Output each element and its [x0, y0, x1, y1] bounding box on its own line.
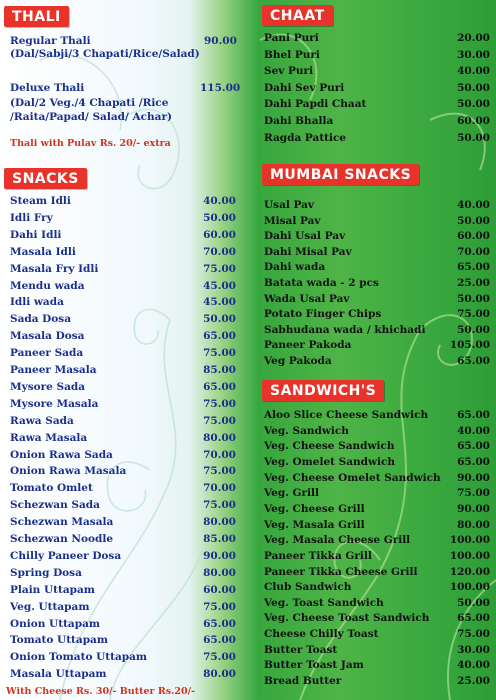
item-price: 80.00: [457, 518, 490, 531]
item-price: 50.00: [457, 214, 490, 227]
snack-menu-row: [10, 650, 236, 664]
snack-menu-row: [10, 295, 236, 309]
item-price: 80.00: [203, 566, 236, 579]
snack-menu-row: [10, 245, 236, 259]
snack-menu-row: [10, 211, 236, 225]
item-name: Schezwan Masala: [10, 516, 114, 529]
item-price: 75.00: [457, 308, 490, 321]
snack-menu-row: [10, 515, 236, 529]
item-price: 105.00: [449, 339, 490, 352]
sandwich-menu-row: [264, 627, 490, 641]
item-name: Veg. Masala Cheese Grill: [264, 534, 411, 547]
mumbai-snack-menu-row: [264, 229, 490, 243]
item-name: Veg. Masala Grill: [264, 518, 365, 531]
item-name: Paneer Sada: [10, 347, 84, 360]
chaat-menu-row: [264, 31, 490, 45]
item-name: Idli Fry: [10, 211, 53, 224]
chaat-menu-row: [264, 81, 490, 95]
item-name: Schezwan Noodle: [10, 533, 114, 545]
item-price: 65.00: [457, 409, 490, 421]
item-price: 65.00: [457, 455, 490, 468]
item-name: Sabhudana wada / khichadi: [264, 323, 426, 336]
snack-menu-row: [10, 667, 236, 681]
item-name: Dahi Papdi Chaat: [264, 98, 367, 111]
snack-menu-row: [10, 532, 236, 546]
item-price: 100.00: [449, 581, 490, 594]
item-price: 70.00: [203, 482, 236, 495]
thali-header: THALI: [4, 6, 69, 27]
item-name: Idli wada: [10, 296, 64, 309]
deluxe-thali-name: Deluxe Thali: [10, 82, 85, 94]
item-price: 65.00: [457, 440, 490, 453]
snack-menu-row: [10, 279, 236, 293]
item-name: Potato Finger Chips: [264, 308, 382, 321]
regular-thali-price: 90.00: [204, 35, 237, 47]
snack-menu-row: [10, 481, 236, 495]
item-price: 75.00: [203, 262, 236, 275]
item-price: 75.00: [203, 600, 236, 613]
item-price: 75.00: [203, 651, 236, 664]
mumbai-snack-menu-row: [264, 260, 490, 274]
deluxe-thali-price: 115.00: [200, 82, 241, 94]
sandwich-menu-row: [264, 674, 490, 688]
item-price: 70.00: [203, 245, 236, 258]
item-price: 70.00: [457, 245, 490, 258]
item-name: Steam Idli: [10, 195, 71, 207]
sandwich-menu-row: [264, 455, 490, 469]
item-name: Bhel Puri: [264, 48, 320, 61]
sandwich-menu-row: [264, 549, 490, 563]
item-name: Cheese Chilly Toast: [264, 628, 379, 641]
item-price: 60.00: [203, 583, 236, 596]
item-name: Veg. Omelet Sandwich: [264, 455, 396, 468]
item-name: Paneer Tikka Grill: [264, 549, 372, 562]
item-name: Masala Uttapam: [10, 668, 107, 681]
item-price: 50.00: [203, 211, 236, 224]
item-price: 65.00: [457, 355, 490, 367]
snack-menu-row: [10, 329, 236, 343]
snack-menu-row: [10, 194, 236, 208]
chaat-menu-row: [264, 64, 490, 78]
item-name: Tomato Omlet: [10, 482, 93, 495]
item-price: 50.00: [457, 292, 490, 305]
item-price: 50.00: [457, 323, 490, 336]
snack-menu-row: [10, 617, 236, 631]
snack-menu-row: [10, 228, 236, 242]
item-name: Ragda Pattice: [264, 131, 347, 144]
sandwich-menu-row: [264, 565, 490, 579]
chaat-menu-row: [264, 131, 490, 145]
snack-menu-row: [10, 633, 236, 647]
item-price: 40.00: [203, 195, 236, 207]
item-name: Onion Rawa Masala: [10, 465, 127, 478]
sandwich-menu-row: [264, 486, 490, 500]
item-name: Dahi Usal Pav: [264, 230, 346, 243]
item-price: 120.00: [449, 565, 490, 578]
item-name: Batata wada - 2 pcs: [264, 277, 379, 289]
regular-thali-description: (Dal/Sabji/3 Chapati/Rice/Salad): [10, 48, 200, 60]
item-price: 75.00: [457, 487, 490, 500]
item-name: Butter Toast: [264, 643, 338, 656]
mumbai-snacks-header: MUMBAI SNACKS: [262, 164, 419, 185]
sandwich-menu-row: [264, 471, 490, 485]
item-price: 45.00: [203, 296, 236, 309]
sandwiches-header: SANDWICH'S: [262, 380, 384, 401]
item-name: Wada Usal Pav: [264, 292, 350, 305]
mumbai-snack-menu-row: [264, 198, 490, 212]
item-price: 45.00: [203, 279, 236, 292]
item-name: Onion Uttapam: [10, 617, 100, 630]
item-name: Usal Pav: [264, 199, 315, 211]
item-name: Veg. Uttapam: [10, 600, 90, 613]
sandwich-menu-row: [264, 643, 490, 657]
snack-menu-row: [10, 431, 236, 445]
item-name: Rawa Masala: [10, 431, 88, 444]
mumbai-snack-menu-row: [264, 307, 490, 321]
item-name: Sev Puri: [264, 65, 314, 78]
item-name: Mendu wada: [10, 279, 85, 292]
chaat-menu-row: [264, 97, 490, 111]
item-price: 50.00: [457, 596, 490, 609]
mumbai-snack-menu-row: [264, 292, 490, 306]
chaat-header: CHAAT: [262, 5, 333, 26]
item-price: 25.00: [457, 277, 490, 289]
item-name: Schezwan Sada: [10, 499, 100, 512]
item-name: Dahi Bhalla: [264, 115, 334, 127]
item-price: 75.00: [203, 397, 236, 410]
item-name: Club Sandwich: [264, 581, 352, 594]
item-name: Masala Fry Idli: [10, 262, 99, 275]
item-price: 40.00: [457, 424, 490, 437]
snack-menu-row: [10, 583, 236, 597]
snacks-header: SNACKS: [4, 168, 87, 189]
snack-menu-row: [10, 380, 236, 394]
regular-thali-name: Regular Thali: [10, 35, 91, 47]
snack-menu-row: [10, 464, 236, 478]
item-price: 100.00: [449, 534, 490, 547]
sandwich-menu-row: [264, 611, 490, 625]
item-name: Veg Pakoda: [264, 355, 332, 367]
mumbai-snack-menu-row: [264, 338, 490, 352]
item-price: 65.00: [457, 612, 490, 625]
item-price: 100.00: [449, 549, 490, 562]
item-name: Masala Idli: [10, 245, 76, 258]
item-name: Veg. Cheese Sandwich: [264, 440, 395, 453]
item-price: 65.00: [203, 617, 236, 630]
item-name: Rawa Sada: [10, 414, 74, 427]
item-price: 75.00: [203, 465, 236, 478]
mumbai-snack-menu-row: [264, 214, 490, 228]
snack-menu-row: [10, 346, 236, 360]
item-name: Dahi Idli: [10, 228, 62, 241]
snack-menu-row: [10, 549, 236, 563]
item-name: Plain Uttapam: [10, 583, 95, 596]
item-price: 75.00: [203, 499, 236, 512]
item-price: 50.00: [457, 131, 490, 144]
item-name: Masala Dosa: [10, 330, 85, 343]
item-name: Onion Tomato Uttapam: [10, 651, 148, 664]
snack-menu-row: [10, 397, 236, 411]
snack-menu-row: [10, 448, 236, 462]
sandwich-menu-row: [264, 408, 490, 422]
mumbai-snack-menu-row: [264, 245, 490, 259]
snack-menu-row: [10, 566, 236, 580]
item-name: Butter Toast Jam: [264, 659, 364, 672]
item-price: 60.00: [457, 230, 490, 243]
sandwich-menu-row: [264, 580, 490, 594]
item-price: 30.00: [457, 48, 490, 61]
item-price: 40.00: [457, 199, 490, 211]
thali-pulav-note: Thali with Pulav Rs. 20/- extra: [10, 138, 171, 149]
item-price: 65.00: [203, 380, 236, 393]
item-price: 80.00: [203, 516, 236, 529]
item-name: Sada Dosa: [10, 313, 72, 326]
item-name: Chilly Paneer Dosa: [10, 549, 122, 562]
item-price: 40.00: [457, 659, 490, 672]
chaat-menu-row: [264, 114, 490, 128]
deluxe-thali-description-line1: (Dal/2 Veg./4 Chapati /Rice: [10, 97, 169, 109]
item-name: Veg. Cheese Omelet Sandwich: [264, 471, 441, 484]
item-name: Veg. Toast Sandwich: [264, 596, 384, 609]
item-price: 75.00: [457, 628, 490, 641]
item-price: 60.00: [457, 115, 490, 127]
item-price: 85.00: [203, 364, 236, 376]
item-price: 40.00: [457, 65, 490, 78]
item-price: 75.00: [203, 414, 236, 427]
item-name: Tomato Uttapam: [10, 634, 108, 647]
item-price: 65.00: [203, 634, 236, 647]
item-name: Veg. Sandwich: [264, 424, 349, 437]
item-price: 50.00: [203, 313, 236, 326]
item-name: Misal Pav: [264, 214, 321, 227]
item-price: 50.00: [457, 98, 490, 111]
item-name: Veg. Cheese Grill: [264, 502, 365, 515]
snack-menu-row: [10, 363, 236, 377]
item-name: Bread Butter: [264, 675, 342, 688]
sandwich-menu-row: [264, 424, 490, 438]
item-price: 50.00: [457, 81, 490, 94]
item-price: 65.00: [203, 330, 236, 343]
snack-menu-row: [10, 600, 236, 614]
item-name: Pani Puri: [264, 32, 319, 44]
item-price: 80.00: [203, 431, 236, 444]
item-name: Onion Rawa Sada: [10, 448, 113, 461]
mumbai-snack-menu-row: [264, 323, 490, 337]
item-name: Dahi Sev Puri: [264, 81, 345, 94]
item-price: 80.00: [203, 668, 236, 681]
sandwich-menu-row: [264, 518, 490, 532]
item-price: 90.00: [203, 549, 236, 562]
snack-menu-row: [10, 312, 236, 326]
item-name: Dahi Misal Pav: [264, 245, 352, 258]
sandwich-menu-row: [264, 533, 490, 547]
snacks-cheese-butter-note: With Cheese Rs. 30/- Butter Rs.20/-: [6, 686, 196, 697]
item-name: Aloo Slice Cheese Sandwich: [264, 409, 429, 421]
item-price: 70.00: [203, 448, 236, 461]
item-name: Spring Dosa: [10, 566, 82, 579]
item-price: 25.00: [457, 675, 490, 688]
item-price: 60.00: [203, 228, 236, 241]
item-price: 30.00: [457, 643, 490, 656]
snack-menu-row: [10, 498, 236, 512]
item-name: Paneer Masala: [10, 364, 97, 376]
item-name: Dahi wada: [264, 261, 326, 274]
item-price: 90.00: [457, 471, 490, 484]
deluxe-thali-description-line2: /Raita/Papad/ Salad/ Achar): [10, 111, 172, 123]
snack-menu-row: [10, 262, 236, 276]
item-name: Paneer Tikka Cheese Grill: [264, 565, 418, 578]
item-name: Mysore Masala: [10, 397, 99, 410]
item-price: 85.00: [203, 533, 236, 545]
item-price: 75.00: [203, 347, 236, 360]
item-name: Paneer Pakoda: [264, 339, 352, 352]
item-name: Veg. Grill: [264, 487, 319, 500]
sandwich-menu-row: [264, 439, 490, 453]
sandwich-menu-row: [264, 596, 490, 610]
item-name: Veg. Cheese Toast Sandwich: [264, 612, 430, 625]
item-price: 90.00: [457, 502, 490, 515]
sandwich-menu-row: [264, 502, 490, 516]
item-name: Mysore Sada: [10, 380, 86, 393]
item-price: 20.00: [457, 32, 490, 44]
mumbai-snack-menu-row: [264, 276, 490, 290]
mumbai-snack-menu-row: [264, 354, 490, 368]
sandwich-menu-row: [264, 658, 490, 672]
chaat-menu-row: [264, 48, 490, 62]
snack-menu-row: [10, 414, 236, 428]
item-price: 65.00: [457, 261, 490, 274]
